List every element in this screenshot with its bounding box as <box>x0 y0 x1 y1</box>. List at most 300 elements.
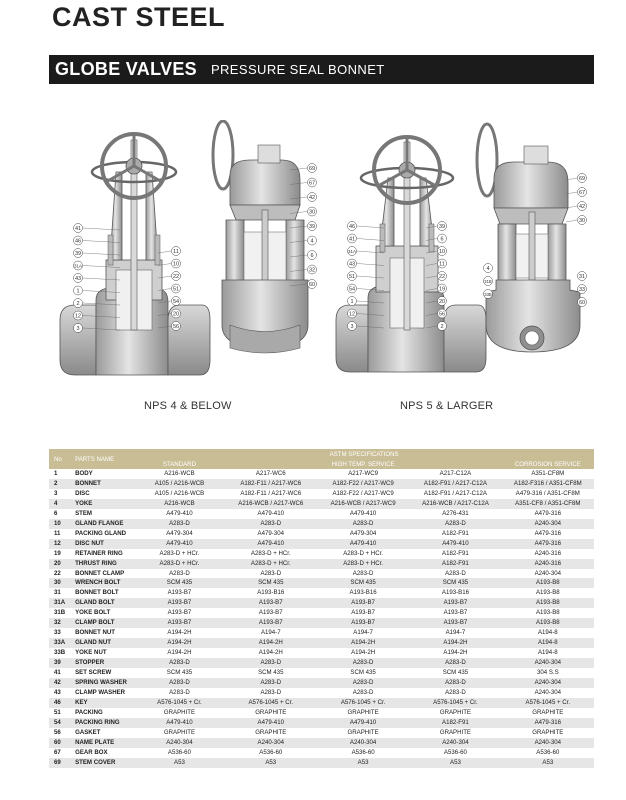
material-spec: A479-410 <box>225 718 317 728</box>
left-gearbox-drawing <box>213 121 308 353</box>
material-spec: A479-304 <box>134 529 224 539</box>
callout-label: 42 <box>578 204 586 211</box>
part-name: DISC NUT <box>71 539 134 549</box>
header-no: No <box>49 449 71 469</box>
callout-label: 12 <box>74 313 82 320</box>
material-spec: GRAPHITE <box>134 708 224 718</box>
callout-label: 31 <box>578 274 586 280</box>
material-spec: A105 / A216-WCB <box>134 479 224 489</box>
table-row <box>49 598 594 608</box>
part-number: 10 <box>49 519 71 529</box>
material-spec: GRAPHITE <box>134 728 224 738</box>
part-name: THRUST RING <box>71 559 134 569</box>
material-spec: A216-WCB / A217-C12A <box>409 499 501 509</box>
callout-label: 11 <box>439 261 445 268</box>
callout-label: 10 <box>438 249 446 256</box>
material-spec: A182-F316 / A351-CF8M <box>502 479 594 489</box>
material-spec: A283-D <box>225 569 317 579</box>
part-name: PACKING <box>71 708 134 718</box>
part-number: 20 <box>49 559 71 569</box>
callout-label: 20 <box>172 311 180 318</box>
part-name: BONNET CLAMP <box>71 569 134 579</box>
material-spec: A479-316 <box>502 718 594 728</box>
part-number: 46 <box>49 698 71 708</box>
callout-label: 6 <box>310 253 314 260</box>
material-spec: A193-B7 <box>134 618 224 628</box>
material-spec: A182-F91 / A217-C12A <box>409 489 501 499</box>
material-spec: A193-B8 <box>502 588 594 598</box>
material-spec: A194-8 <box>502 628 594 638</box>
material-spec: A283-D <box>317 658 409 668</box>
material-spec: A182-F91 / A217-C12A <box>409 479 501 489</box>
part-name: RETAINER RING <box>71 549 134 559</box>
material-spec: A283-D <box>134 678 224 688</box>
material-spec: A283-D <box>409 569 501 579</box>
material-spec: A194-2H <box>409 638 501 648</box>
material-spec: A194-2H <box>225 648 317 658</box>
material-spec: A283-D <box>225 678 317 688</box>
part-number: 19 <box>49 549 71 559</box>
material-spec: A217-C12A <box>409 469 501 479</box>
material-spec: SCM 435 <box>225 668 317 678</box>
callout-label: 19 <box>438 286 446 293</box>
part-number: 12 <box>49 539 71 549</box>
callout-label: 1 <box>76 288 80 295</box>
table-row <box>49 559 594 569</box>
callout-label: 43 <box>348 261 356 268</box>
material-spec: A53 <box>225 758 317 768</box>
material-spec: A240-304 <box>502 688 594 698</box>
callout-label: 67 <box>308 180 316 187</box>
material-spec: A576-1045 + Cr. <box>134 698 224 708</box>
header-parts-name: PARTS NAME <box>71 449 134 469</box>
material-spec: A479-304 <box>317 529 409 539</box>
material-spec: A53 <box>317 758 409 768</box>
table-row <box>49 549 594 559</box>
callout-label: 67 <box>578 190 586 197</box>
callout-label: 60 <box>308 282 316 289</box>
material-spec: A194-8 <box>502 638 594 648</box>
material-spec: A182-F91 <box>409 549 501 559</box>
part-number: 1 <box>49 469 71 479</box>
material-spec: A283-D <box>409 658 501 668</box>
material-spec: A193-B7 <box>409 598 501 608</box>
part-name: CLAMP BOLT <box>71 618 134 628</box>
material-spec: A576-1045 + Cr. <box>409 698 501 708</box>
part-name: YOKE <box>71 499 134 509</box>
table-row <box>49 509 594 519</box>
table-row <box>49 469 594 479</box>
material-spec: SCM 435 <box>225 578 317 588</box>
table-row <box>49 758 594 768</box>
material-spec: A283-D <box>134 519 224 529</box>
material-spec: A193-B7 <box>409 608 501 618</box>
callout-label: 39 <box>308 224 316 231</box>
part-name: GEAR BOX <box>71 748 134 758</box>
material-spec: A479-410 <box>225 539 317 549</box>
callout-label: 43 <box>74 276 82 283</box>
table-row <box>49 539 594 549</box>
material-spec: A217-WC6 <box>225 469 317 479</box>
part-name: NAME PLATE <box>71 738 134 748</box>
material-spec: A283-D + HCr. <box>134 549 224 559</box>
material-spec: A193-B7 <box>409 618 501 628</box>
material-spec: A283-D <box>317 519 409 529</box>
material-spec: A576-1045 + Cr. <box>317 698 409 708</box>
callout-label: 2 <box>76 301 80 308</box>
callout-label: 54 <box>172 299 180 306</box>
material-spec: A240-304 <box>134 738 224 748</box>
material-spec: GRAPHITE <box>502 708 594 718</box>
callout-label: 56 <box>172 324 180 331</box>
part-number: 41 <box>49 668 71 678</box>
material-spec: A194-2H <box>225 638 317 648</box>
material-spec: A283-D + HCr. <box>317 559 409 569</box>
material-spec: A536-60 <box>134 748 224 758</box>
banner-title: GLOBE VALVES <box>55 59 197 79</box>
material-spec: A240-316 <box>502 549 594 559</box>
callout-label: 46 <box>348 224 356 231</box>
callout-label: 51 <box>172 286 180 293</box>
page-title: CAST STEEL <box>52 2 226 32</box>
part-number: 56 <box>49 728 71 738</box>
material-spec: A53 <box>502 758 594 768</box>
material-spec: GRAPHITE <box>225 728 317 738</box>
part-name: BONNET BOLT <box>71 588 134 598</box>
material-spec: A479-316 <box>502 539 594 549</box>
table-row <box>49 588 594 598</box>
material-spec: A283-D <box>225 658 317 668</box>
callout-label: 41 <box>348 236 356 243</box>
material-spec: A53 <box>409 758 501 768</box>
material-spec: A479-410 <box>317 718 409 728</box>
material-spec: A194-2H <box>134 628 224 638</box>
material-spec: GRAPHITE <box>409 728 501 738</box>
material-spec: A536-60 <box>317 748 409 758</box>
material-spec: A283-D + HCr. <box>225 549 317 559</box>
part-number: 69 <box>49 758 71 768</box>
callout-label: 69 <box>578 176 586 183</box>
table-row <box>49 698 594 708</box>
callout-label: 33 <box>578 287 586 293</box>
material-spec: A283-D <box>409 519 501 529</box>
material-spec: A283-D <box>134 688 224 698</box>
part-name: GLAND FLANGE <box>71 519 134 529</box>
callout-label: 30 <box>578 218 586 225</box>
callout-label: 33B <box>484 292 492 297</box>
material-spec: A182-F91 <box>409 718 501 728</box>
material-spec: A351-CF8M <box>502 469 594 479</box>
part-number: 67 <box>49 748 71 758</box>
right-gearbox-drawing <box>477 124 580 352</box>
table-row <box>49 728 594 738</box>
part-number: 33A <box>49 638 71 648</box>
material-spec: A182-F11 / A217-WC6 <box>225 489 317 499</box>
material-spec: A193-B7 <box>317 618 409 628</box>
part-number: 3 <box>49 489 71 499</box>
callout-label: 4 <box>310 238 314 245</box>
material-spec: 304 S.S <box>502 668 594 678</box>
material-spec: A479-410 <box>317 509 409 519</box>
material-spec: A182-F11 / A217-WC6 <box>225 479 317 489</box>
material-spec: GRAPHITE <box>317 708 409 718</box>
material-spec: A240-304 <box>502 519 594 529</box>
section-banner <box>49 55 594 84</box>
material-spec: A193-B7 <box>317 598 409 608</box>
part-number: 42 <box>49 678 71 688</box>
table-row <box>49 578 594 588</box>
material-spec: A479-316 / A351-CF8M <box>502 489 594 499</box>
callout-label: 32 <box>308 267 316 274</box>
header-astm: ASTM SPECIFICATIONS <box>134 449 594 459</box>
callout-label: 20 <box>438 299 446 306</box>
table-row <box>49 748 594 758</box>
table-row <box>49 668 594 678</box>
table-row <box>49 529 594 539</box>
header-standard: STANDARD <box>134 459 224 469</box>
material-spec: A193-B8 <box>502 618 594 628</box>
part-name: YOKE BOLT <box>71 608 134 618</box>
callout-label: 31B <box>484 279 492 284</box>
material-spec: A576-1045 + Cr. <box>502 698 594 708</box>
material-spec: A193-B7 <box>225 608 317 618</box>
part-number: 6 <box>49 509 71 519</box>
part-number: 60 <box>49 738 71 748</box>
material-spec: A194-8 <box>502 648 594 658</box>
material-spec: A193-B8 <box>502 598 594 608</box>
callout-label: 4 <box>486 266 490 272</box>
header-high-temp: HIGH TEMP. SERVICE <box>317 459 409 469</box>
material-spec: A193-B7 <box>225 618 317 628</box>
material-spec: A194-2H <box>134 648 224 658</box>
part-name: DISC <box>71 489 134 499</box>
material-spec: A193-B7 <box>225 598 317 608</box>
material-spec: A283-D <box>317 688 409 698</box>
material-spec: A194-7 <box>317 628 409 638</box>
callout-label: 3 <box>350 324 354 331</box>
part-name: KEY <box>71 698 134 708</box>
material-spec: A193-B16 <box>225 588 317 598</box>
callout-label: 39 <box>74 251 82 258</box>
table-row <box>49 688 594 698</box>
material-spec: A283-D + HCr. <box>317 549 409 559</box>
material-spec: A216-WCB / A217-WC9 <box>317 499 409 509</box>
material-spec: A53 <box>134 758 224 768</box>
material-spec: A193-B7 <box>134 608 224 618</box>
material-spec: GRAPHITE <box>225 708 317 718</box>
part-number: 11 <box>49 529 71 539</box>
part-name: YOKE NUT <box>71 648 134 658</box>
material-spec: A194-2H <box>134 638 224 648</box>
material-spec: A283-D <box>225 688 317 698</box>
material-spec: A536-60 <box>409 748 501 758</box>
part-number: 39 <box>49 658 71 668</box>
material-spec: GRAPHITE <box>409 708 501 718</box>
part-number: 33B <box>49 648 71 658</box>
part-name: PACKING RING <box>71 718 134 728</box>
callout-label: 11 <box>173 249 179 256</box>
callout-label: 22 <box>172 274 180 281</box>
material-spec: A536-60 <box>225 748 317 758</box>
table-row <box>49 608 594 618</box>
callout-label: 10 <box>172 261 180 268</box>
part-number: 4 <box>49 499 71 509</box>
material-spec: A283-D <box>409 678 501 688</box>
part-name: PACKING GLAND <box>71 529 134 539</box>
material-spec: A216-WCB / A217-WC6 <box>225 499 317 509</box>
material-spec: A193-B16 <box>317 588 409 598</box>
material-spec: A194-2H <box>317 648 409 658</box>
valve-illustrations <box>50 120 594 390</box>
part-number: 33 <box>49 628 71 638</box>
material-spec: A479-410 <box>317 539 409 549</box>
table-row <box>49 479 594 489</box>
material-spec: A182-F91 <box>409 559 501 569</box>
table-row <box>49 658 594 668</box>
table-row <box>49 499 594 509</box>
part-name: GASKET <box>71 728 134 738</box>
material-spec: A193-B7 <box>134 598 224 608</box>
part-number: 51 <box>49 708 71 718</box>
callout-label: 31A <box>347 249 357 255</box>
material-spec: A240-304 <box>502 678 594 688</box>
table-row <box>49 708 594 718</box>
callout-label: 42 <box>308 195 316 202</box>
material-spec: A240-304 <box>317 738 409 748</box>
material-spec: A240-304 <box>502 738 594 748</box>
part-number: 31B <box>49 608 71 618</box>
table-row <box>49 648 594 658</box>
material-spec: A193-B8 <box>502 608 594 618</box>
material-spec: SCM 435 <box>409 578 501 588</box>
material-spec: A283-D <box>134 658 224 668</box>
callout-label: 31A <box>73 263 83 269</box>
material-spec: A479-410 <box>134 509 224 519</box>
material-spec: A283-D <box>317 678 409 688</box>
material-spec: A217-WC9 <box>317 469 409 479</box>
material-spec: A240-316 <box>502 559 594 569</box>
material-spec: A479-410 <box>225 509 317 519</box>
table-row <box>49 638 594 648</box>
material-spec: A479-410 <box>134 539 224 549</box>
material-spec: A240-304 <box>409 738 501 748</box>
part-name: SET SCREW <box>71 668 134 678</box>
material-spec: A283-D <box>317 569 409 579</box>
part-name: CLAMP WASHER <box>71 688 134 698</box>
part-number: 22 <box>49 569 71 579</box>
part-name: STEM <box>71 509 134 519</box>
table-row <box>49 718 594 728</box>
callout-label: 1 <box>350 299 354 306</box>
callout-label: 56 <box>438 311 446 318</box>
material-spec: A240-304 <box>502 569 594 579</box>
material-spec: A194-7 <box>409 628 501 638</box>
material-spec: A479-304 <box>225 529 317 539</box>
callout-label: 69 <box>308 166 316 173</box>
part-name: STOPPER <box>71 658 134 668</box>
material-spec: A240-304 <box>225 738 317 748</box>
table-row <box>49 618 594 628</box>
material-spec: A193-B16 <box>409 588 501 598</box>
part-number: 2 <box>49 479 71 489</box>
material-spec: A283-D + HCr. <box>225 559 317 569</box>
material-spec: A479-316 <box>502 529 594 539</box>
part-number: 43 <box>49 688 71 698</box>
material-spec: A194-2H <box>317 638 409 648</box>
table-row <box>49 628 594 638</box>
material-spec: A479-410 <box>134 718 224 728</box>
material-spec: A216-WCB <box>134 499 224 509</box>
material-spec: A182-F22 / A217-WC9 <box>317 479 409 489</box>
caption-left: NPS 4 & BELOW <box>144 400 232 412</box>
material-spec: A193-B7 <box>134 588 224 598</box>
right-valve-drawing <box>336 137 486 372</box>
material-spec: A240-304 <box>502 658 594 668</box>
part-number: 54 <box>49 718 71 728</box>
materials-table-body <box>49 469 594 768</box>
callout-label: 54 <box>348 286 356 293</box>
callout-label: 41 <box>74 226 82 233</box>
material-spec: A576-1045 + Cr. <box>225 698 317 708</box>
material-spec: SCM 435 <box>317 668 409 678</box>
part-name: GLAND NUT <box>71 638 134 648</box>
material-spec: GRAPHITE <box>502 728 594 738</box>
part-name: SPRING WASHER <box>71 678 134 688</box>
material-spec: GRAPHITE <box>317 728 409 738</box>
callout-label: 22 <box>438 274 446 281</box>
part-name: GLAND BOLT <box>71 598 134 608</box>
material-spec: A276-431 <box>409 509 501 519</box>
material-spec: A193-B7 <box>317 608 409 618</box>
material-spec: A182-F91 <box>409 529 501 539</box>
banner-subtitle: PRESSURE SEAL BONNET <box>210 62 385 77</box>
material-spec: A194-7 <box>225 628 317 638</box>
material-spec: A182-F22 / A217-WC9 <box>317 489 409 499</box>
callout-label: 60 <box>578 300 586 306</box>
part-number: 31A <box>49 598 71 608</box>
part-number: 32 <box>49 618 71 628</box>
material-spec: A283-D <box>225 519 317 529</box>
material-spec: A105 / A216-WCB <box>134 489 224 499</box>
callout-label: 12 <box>348 311 356 318</box>
material-spec: A283-D <box>409 688 501 698</box>
part-name: BODY <box>71 469 134 479</box>
material-spec: A283-D <box>134 569 224 579</box>
callout-leader <box>566 220 577 222</box>
callout-label: 2 <box>440 324 444 331</box>
table-row <box>49 738 594 748</box>
callout-label: 3 <box>76 326 80 333</box>
callout-label: 6 <box>440 236 444 243</box>
callout-label: 51 <box>348 274 356 281</box>
table-row <box>49 489 594 499</box>
part-name: BONNET <box>71 479 134 489</box>
callout-label: 39 <box>438 224 446 231</box>
material-spec: A479-316 <box>502 509 594 519</box>
callout-label: 46 <box>74 238 82 245</box>
material-spec: A283-D + HCr. <box>134 559 224 569</box>
callout-label: 30 <box>308 209 316 216</box>
material-spec: A194-2H <box>409 648 501 658</box>
header-corrosion: CORROSION SERVICE <box>502 459 594 469</box>
caption-right: NPS 5 & LARGER <box>400 400 494 412</box>
material-spec: SCM 435 <box>134 668 224 678</box>
table-row <box>49 678 594 688</box>
part-name: BONNET NUT <box>71 628 134 638</box>
table-row <box>49 569 594 579</box>
material-spec: A216-WCB <box>134 469 224 479</box>
material-spec: A479-410 <box>409 539 501 549</box>
